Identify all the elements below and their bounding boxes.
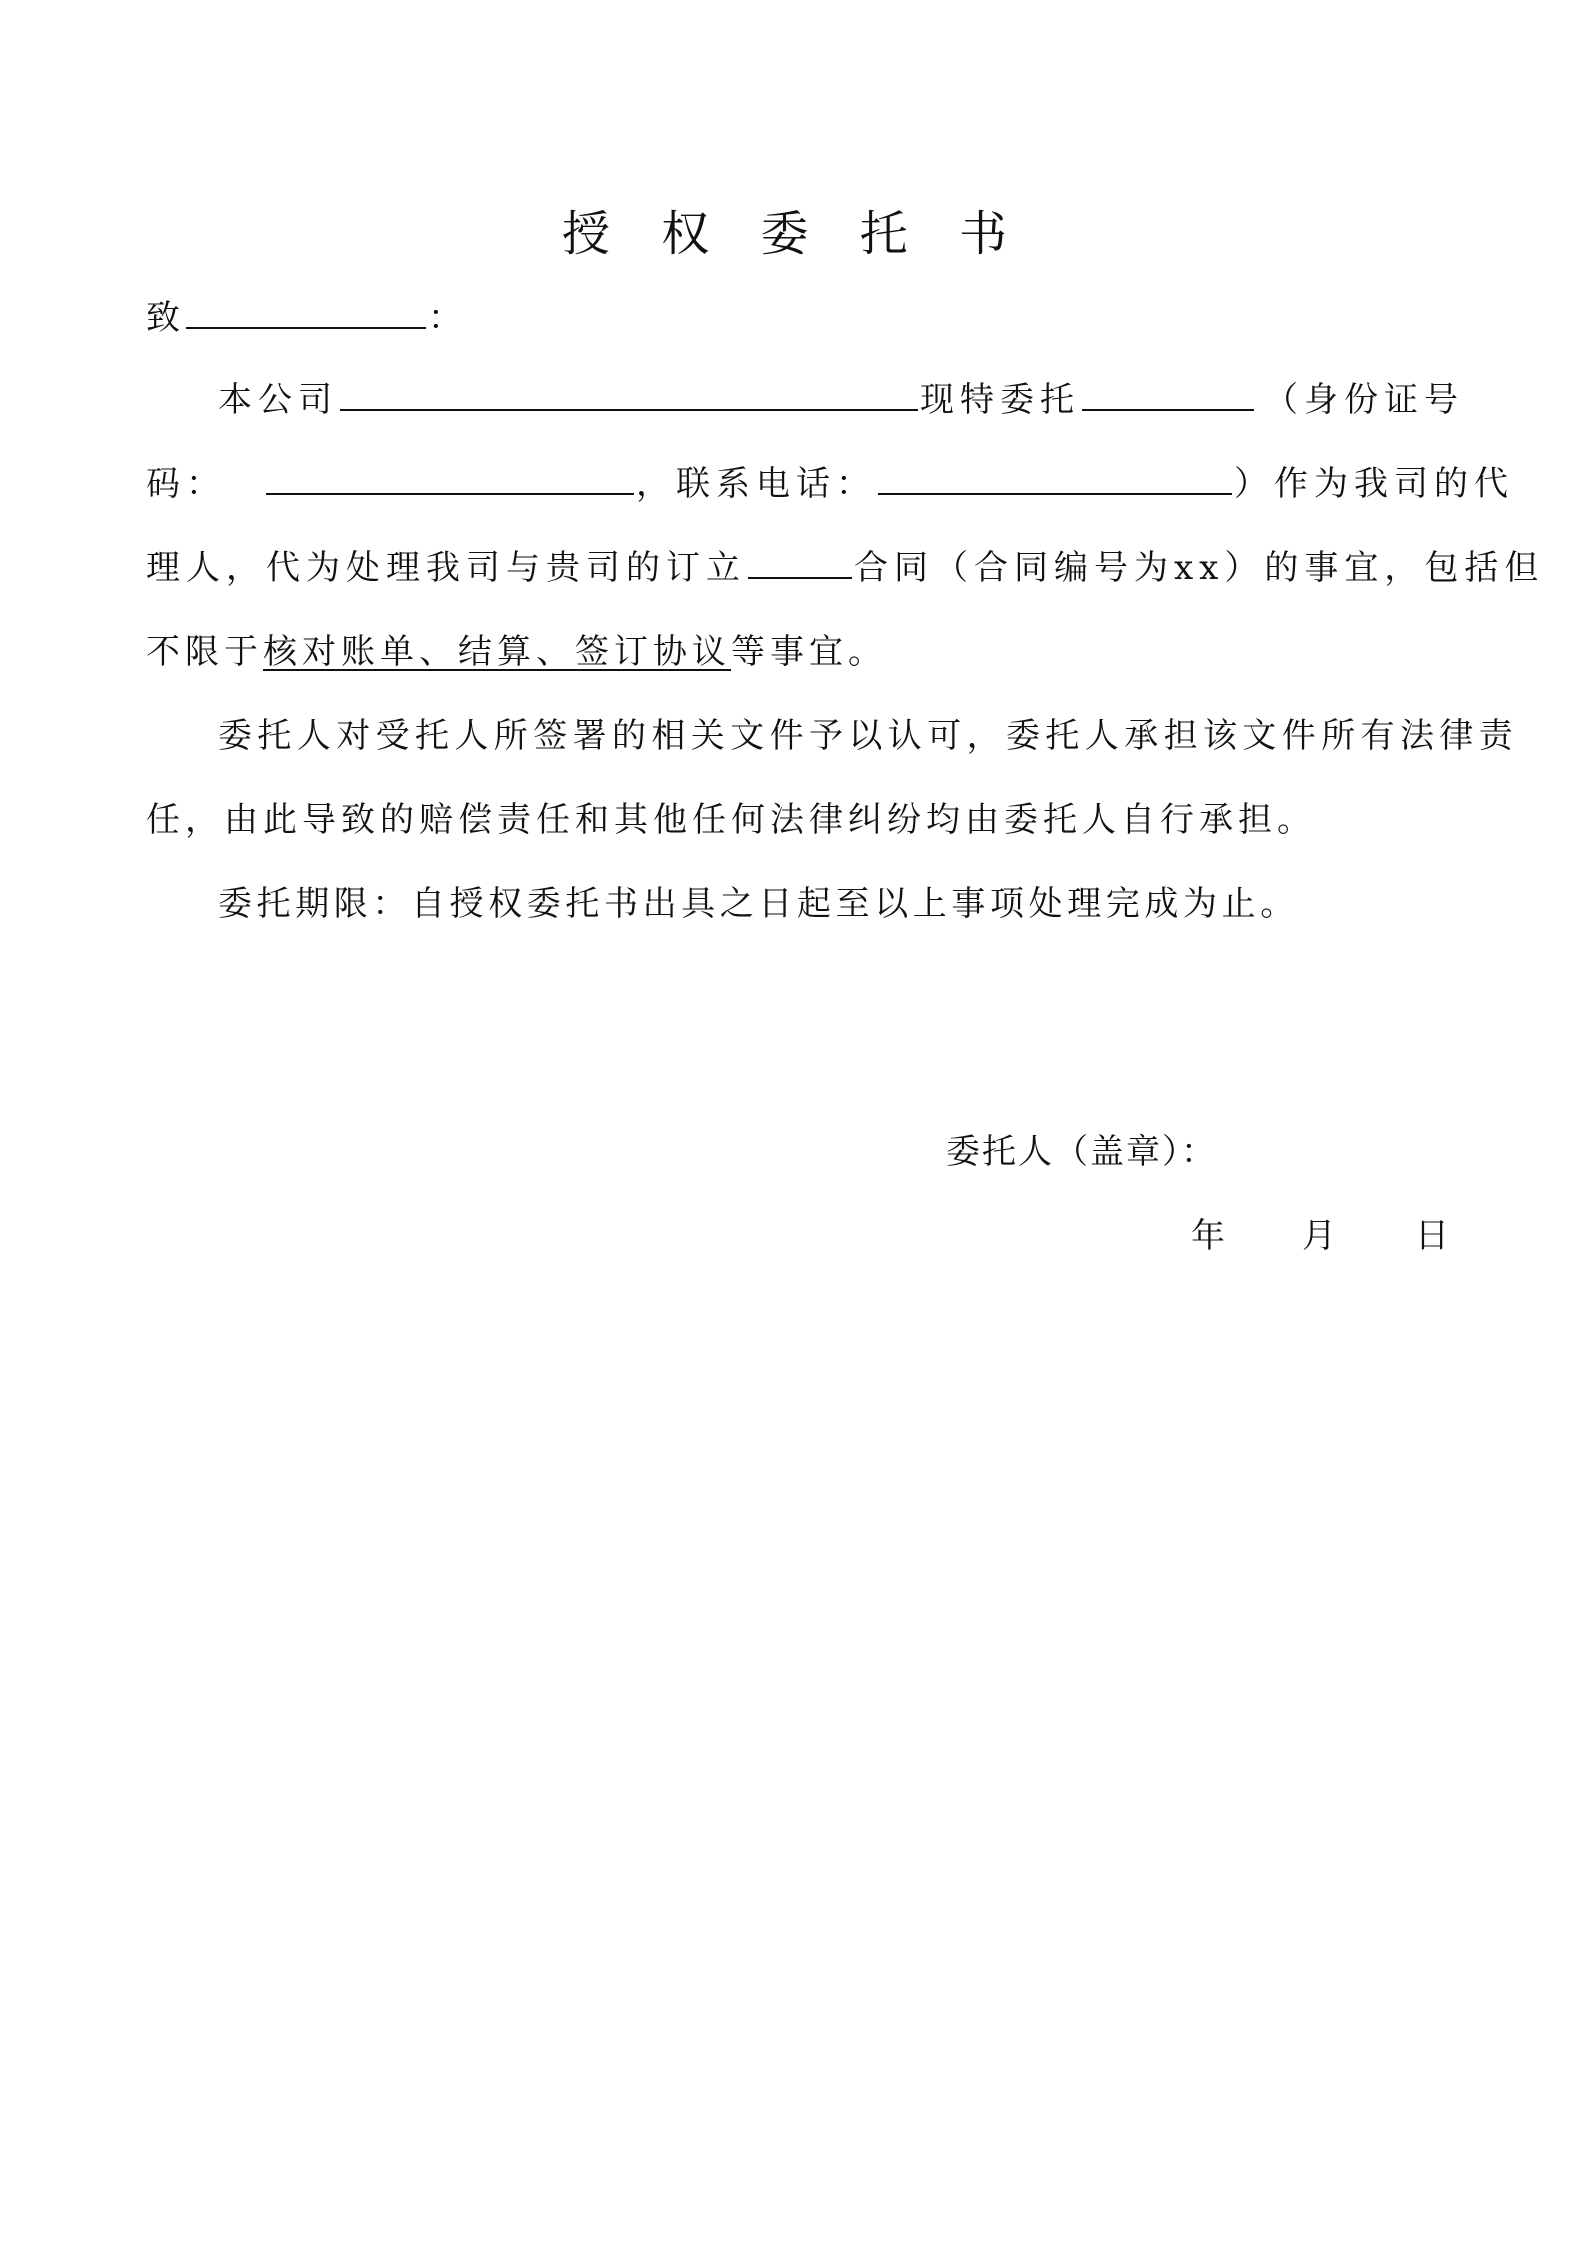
principal-seal-label: 委托人（盖章）： [946,1132,1217,1172]
para1-scope-underlined: 核对账单、结算、签订协议 [263,632,731,672]
addressee-suffix: ： [428,298,466,338]
date-year: 年 [1191,1216,1225,1256]
para1-text-id-start: （身份证号 [1264,380,1464,420]
para1-line4 [146,630,887,674]
para1-text-end: 等事宜。 [731,632,887,672]
para1-line1 [218,378,1464,422]
para2-line2: 任，由此导致的赔偿责任和其他任何法律纠纷均由委托人自行承担。 [146,800,1316,840]
document-title: 授 权 委 托 书 [561,206,1026,262]
para1-line2 [146,462,1514,506]
para1-text-including: 不限于 [146,632,263,672]
addressee-blank[interactable] [186,297,426,329]
para1-text-entrust: 现特委托 [920,380,1080,420]
agent-name-blank[interactable] [1082,379,1254,411]
para2-line1: 委托人对受托人所签署的相关文件予以认可，委托人承担该文件所有法律责 [218,716,1519,756]
company-name-blank[interactable] [340,379,918,411]
addressee-prefix: 致 [146,298,184,338]
para1-text-phone: ，联系电话： [636,464,876,504]
para1-line3 [146,546,1544,590]
para1-text-handle: 理人，代为处理我司与贵司的订立 [146,548,746,588]
para1-text-company: 本公司 [218,380,338,420]
para1-text-agent-of: ）作为我司的代 [1234,464,1514,504]
date-month: 月 [1302,1216,1336,1256]
para3-line1: 委托期限：自授权委托书出具之日起至以上事项处理完成为止。 [218,884,1299,924]
para1-text-contract: 合同（合同编号为xx）的事宜，包括但 [854,548,1545,588]
date-day: 日 [1415,1216,1449,1256]
para1-text-id-end: 码： [146,464,226,504]
addressee-line [146,296,466,340]
contract-name-blank[interactable] [748,547,852,579]
phone-blank[interactable] [878,463,1232,495]
id-number-blank[interactable] [266,463,634,495]
